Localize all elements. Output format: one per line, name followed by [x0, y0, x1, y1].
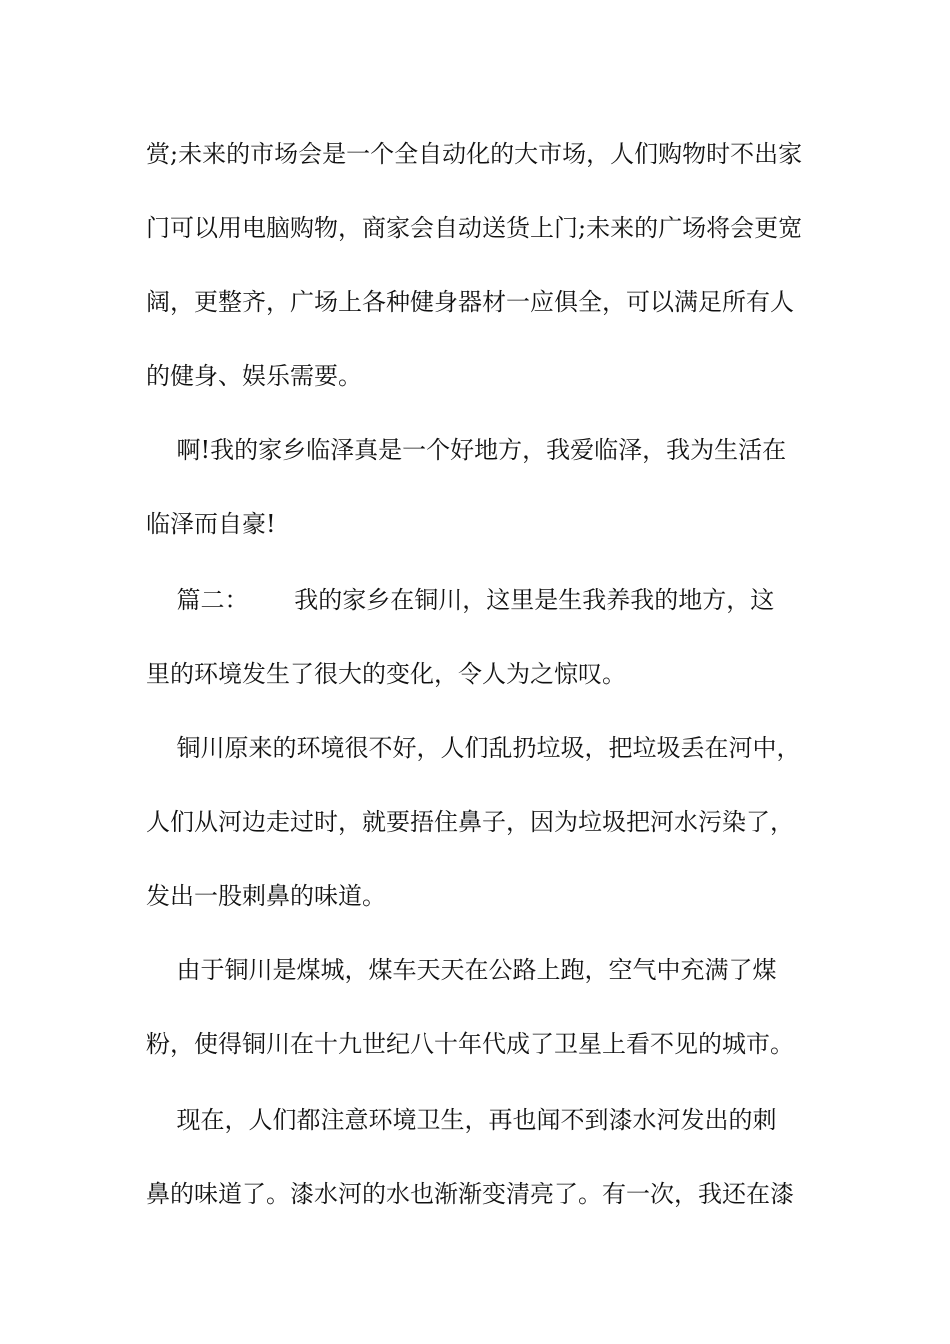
text-line: 人们从河边走过时，就要捂住鼻子，因为垃圾把河水污染了，: [146, 808, 794, 836]
text-line: 的健身、娱乐需要。: [146, 362, 362, 390]
text-line: 阔，更整齐，广场上各种健身器材一应俱全，可以满足所有人: [146, 288, 794, 316]
paragraph-line: 铜川原来的环境很不好，人们乱扔垃圾，把垃圾丢在河中，: [146, 734, 801, 762]
text-line: 粉，使得铜川在十九世纪八十年代成了卫星上看不见的城市。: [146, 1030, 794, 1058]
section-heading-line: 篇二： 我的家乡在铜川，这里是生我养我的地方，这: [146, 586, 775, 614]
text-line: 里的环境发生了很大的变化，令人为之惊叹。: [146, 660, 626, 688]
paragraph-line: 由于铜川是煤城，煤车天天在公路上跑，空气中充满了煤: [146, 956, 777, 984]
paragraph-line: 啊!我的家乡临泽真是一个好地方，我爱临泽，我为生活在: [146, 436, 787, 464]
paragraph-line: 现在，人们都注意环境卫生，再也闻不到漆水河发出的刺: [146, 1106, 777, 1134]
text-line: 鼻的味道了。漆水河的水也渐渐变清亮了。有一次，我还在漆: [146, 1180, 794, 1208]
text-line: 临泽而自豪!: [146, 510, 276, 538]
text-line: 赏;未来的市场会是一个全自动化的大市场，人们购物时不出家: [146, 140, 803, 168]
text-line: 门可以用电脑购物，商家会自动送货上门;未来的广场将会更宽: [146, 214, 803, 242]
text-line: 发出一股刺鼻的味道。: [146, 882, 386, 910]
